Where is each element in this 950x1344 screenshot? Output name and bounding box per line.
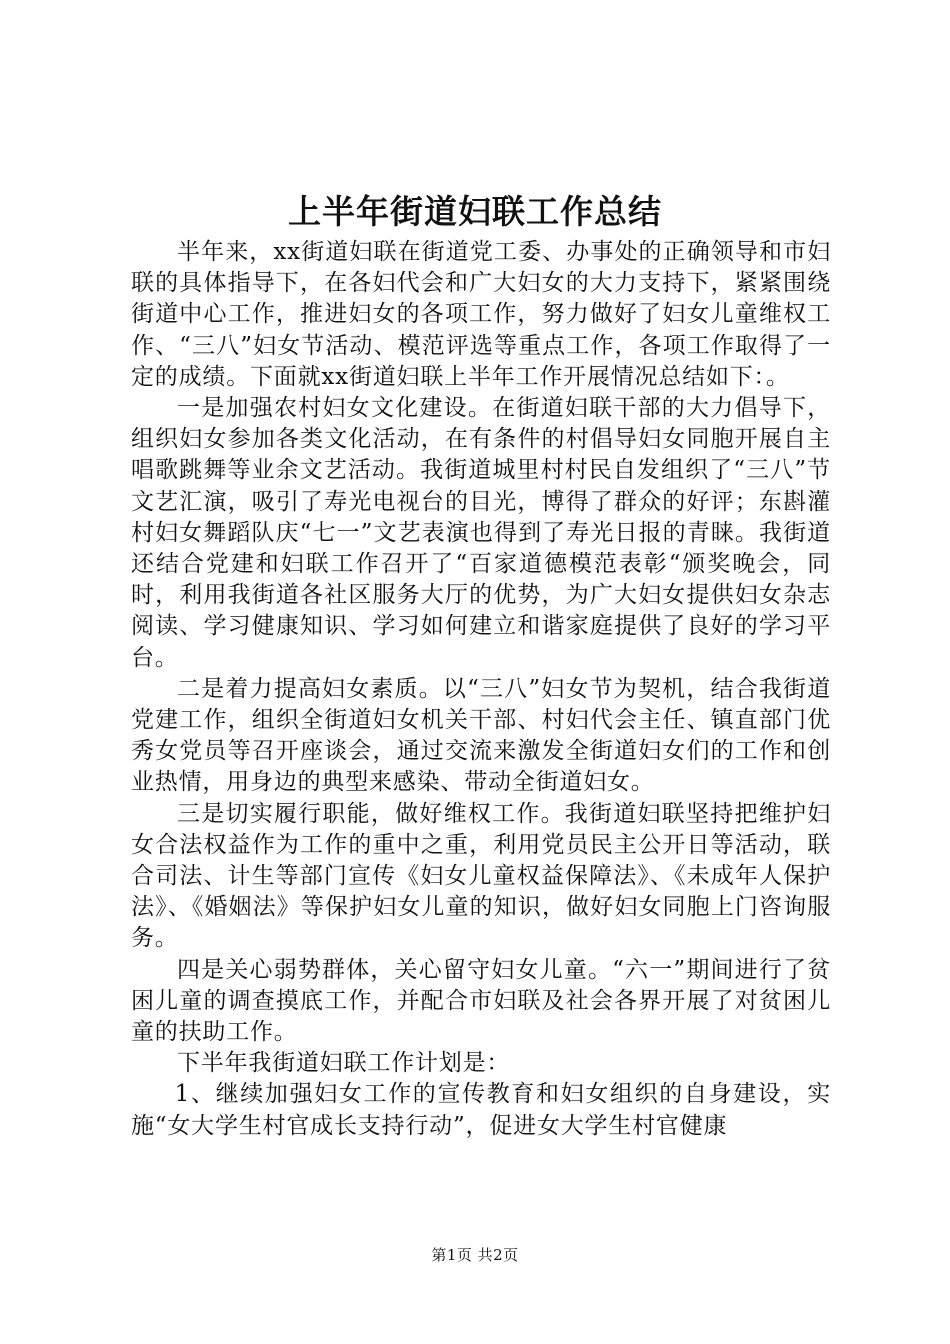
paragraph-rights: 三是切实履行职能，做好维权工作。我街道妇联坚持把维护妇女合法权益作为工作的重中之重，利用党员民主公开日等活动，联合司法、计生等部门宣传《妇女儿童权益保障法》、《未成年人保护法》、《婚姻法》等保护妇女儿童的知识，做好妇女同胞上门咨询服务。 [131,800,831,952]
paragraph-plan-item-1: 1、继续加强妇女工作的宣传教育和妇女组织的自身建设，实施“女大学生村官成长支持行动”，促进女大学生村官健康 [131,1081,831,1139]
page-footer: 第1页 共2页 [431,1246,519,1264]
document-body [131,237,831,1142]
paragraph-intro: 半年来，xx街道妇联在街道党工委、办事处的正确领导和市妇联的具体指导下，在各妇代会和广大妇女的大力支持下，紧紧围绕街道中心工作，推进妇女的各项工作，努力做好了妇女儿童维权工作、“三八”妇女节活动、模范评选等重点工作，各项工作取得了一定的成绩。下面就xx街道妇联上半年工作开展情况总结如下：。 [131,239,831,390]
paragraph-quality: 二是着力提高妇女素质。以“三八”妇女节为契机，结合我街道党建工作，组织全街道妇女机关干部、村妇代会主任、镇直部门优秀女党员等召开座谈会，通过交流来激发全街道妇女们的工作和创业热情，用身边的典型来感染、带动全街道妇女。 [131,675,831,796]
paragraph-culture: 一是加强农村妇女文化建设。在街道妇联干部的大力倡导下，组织妇女参加各类文化活动，在有条件的村倡导妇女同胞开展自主唱歌跳舞等业余文艺活动。我街道城里村村民自发组织了“三八”节文艺汇演，吸引了寿光电视台的目光，博得了群众的好评；东斟灌村妇女舞蹈队庆“七一”文艺表演也得到了寿光日报的青睐。我街道还结合党建和妇联工作召开了“百家道德模范表彰“颁奖晚会，同时，利用我街道各社区服务大厅的优势，为广大妇女提供妇女杂志阅读、学习健康知识、学习如何建立和谐家庭提供了良好的学习平台。 [131,395,831,671]
paragraph-vulnerable: 四是关心弱势群体，关心留守妇女儿童。“六一”期间进行了贫困儿童的调查摸底工作，并配合市妇联及社会各界开展了对贫困儿童的扶助工作。 [131,956,831,1046]
paragraph-plan-heading: 下半年我街道妇联工作计划是： [177,1050,511,1077]
document-title: 上半年街道妇联工作总结 [288,192,662,231]
